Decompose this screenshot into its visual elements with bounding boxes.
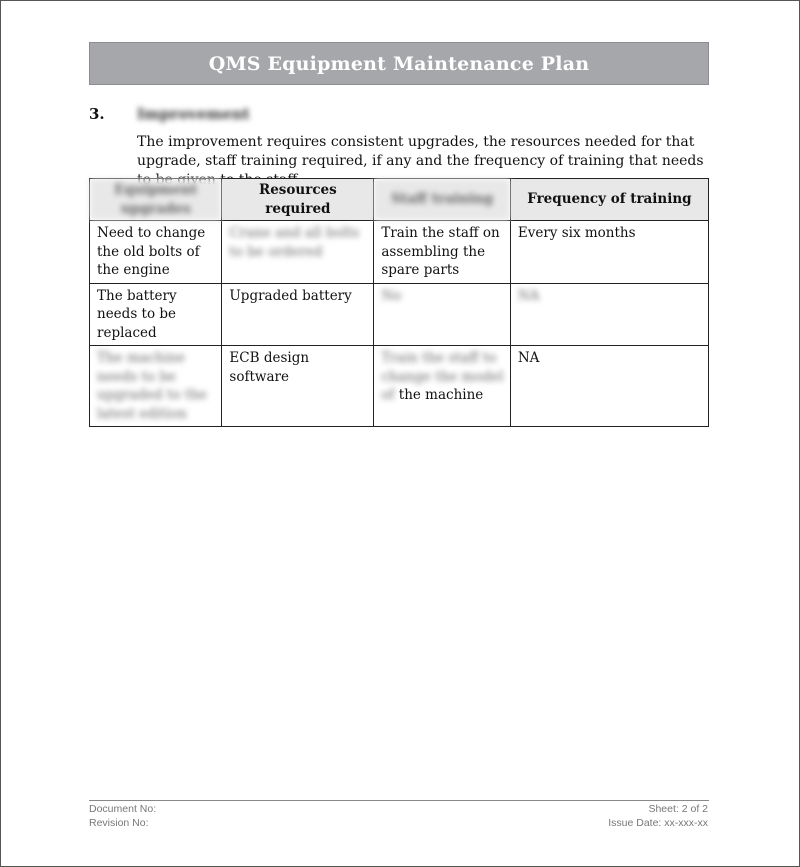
cell-staff-training <box>374 346 511 427</box>
cell-upgrade: The battery needs to be replaced <box>90 283 222 346</box>
header-equipment-upgrades: Equipment upgrades <box>90 179 222 221</box>
staff-training-blurred-text: Train the staff to change the model of <box>381 350 504 403</box>
header-frequency-of-training: Frequency of training <box>510 179 708 221</box>
footer-revision-no: Revision No: <box>89 817 149 829</box>
footer-issue-date: Issue Date: xx-xxx-xx <box>608 817 708 829</box>
footer-document-no: Document No: <box>89 803 157 815</box>
cell-resources: ECB design software <box>222 346 374 427</box>
cell-staff-training: Train the staff on assembling the spare parts <box>374 221 511 284</box>
footer-sheet: Sheet: 2 of 2 <box>648 803 708 815</box>
cell-resources: Upgraded battery <box>222 283 374 346</box>
header-staff-training: Staff training <box>374 179 511 221</box>
section-title: Improvement <box>137 105 250 123</box>
staff-training-visible-text: the machine <box>398 387 484 403</box>
footer-left <box>89 802 156 830</box>
table-row <box>90 221 709 284</box>
footer-divider <box>89 800 709 801</box>
section-intro: The improvement requires consistent upgrades, the resources needed for that upgrade, staff training required, if any and the frequency of training that needs <box>137 134 704 169</box>
header-resources-required: Resources required <box>222 179 374 221</box>
cell-frequency: Every six months <box>510 221 708 284</box>
cell-frequency: NA <box>510 346 708 427</box>
table-row <box>90 346 709 427</box>
document-title: QMS Equipment Maintenance Plan <box>89 42 709 85</box>
section-number: 3. <box>89 105 105 123</box>
table-header-row <box>90 179 709 221</box>
table-row <box>90 283 709 346</box>
cell-upgrade: Need to change the old bolts of the engine <box>90 221 222 284</box>
footer-right <box>608 802 708 830</box>
cell-upgrade: The machine needs to be upgraded to the latest edition <box>90 346 222 427</box>
cell-staff-training: No <box>374 283 511 346</box>
cell-resources: Crane and all bolts to be ordered <box>222 221 374 284</box>
improvement-table <box>89 178 709 427</box>
cell-frequency: NA <box>510 283 708 346</box>
